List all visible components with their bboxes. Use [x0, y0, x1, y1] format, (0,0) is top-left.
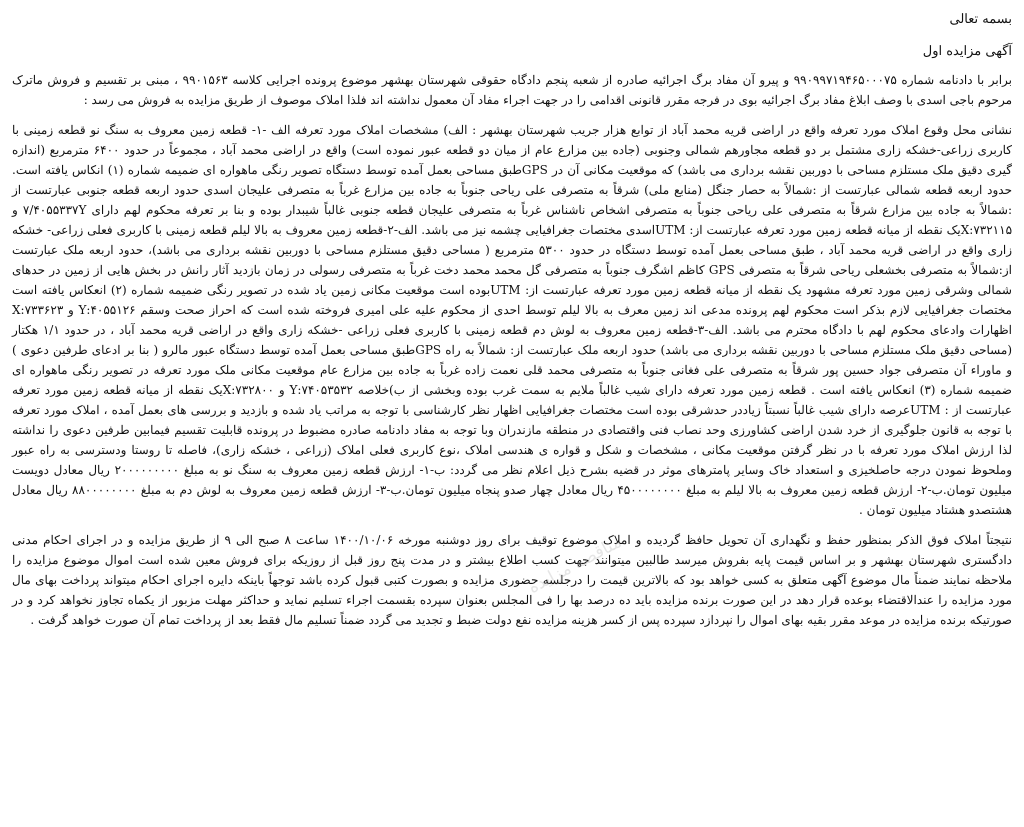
auction-terms-paragraph: نتیجتاً املاک فوق الذکر بمنظور حفظ و نگهداری آن تحویل حافظ گردیده و املاک موضوع توقیف برای روز دوشنبه مورخه ۱۴۰۰/۱۰/۰۶ ساعت ۸ صبح الی ۹ از طریق مزایده و در اجرای احکام مدنی دادگستری شهرستان بهشهر و بر اساس قیمت پایه بفروش میرسد طالبین میتوانند جهت کسب اطلاع بیشتر و در مدت پنج روز قبل از روزیکه برای فروش معین شده است اموال موضوع مزایده را ملاحظه نمایند ضمناً مال موضوع آگهی متعلق به کسی خواهد بود که بالاترین قیمت را درجلسه حضوری مزایده و بصورت کتبی قبول کرده باشد توجهاً باینکه دایره اجرای احکام میتواند پرداخت بهای مال مورد مزایده را عندالاقتضاء بوعده قرار دهد در این صورت برنده مزایده باید ده درصد بها را فی المجلس بعنوان سپرده بقسمت اجراء تسلیم نماید و حداکثر مهلت مزبور از یکماه تجاوز نخواهد کرد و در صورتیکه برنده مزایده در موعد مقرر بقیه بهای اموال را نپردازد سپرده پس از کسر هزینه مزایده نفع دولت ضبط و تجدید می گردد ضمناً تسلیم مال فقط بعد از پرداخت تمام آن صورت خواهد گرفت .	[12, 533, 1012, 627]
property-details-paragraph: نشانی محل وقوع املاک مورد تعرفه واقع در اراضی قریه محمد آباد از توابع هزار جریب شهرستان بهشهر : الف) مشخصات املاک مورد تعرفه الف -۱- قطعه زمین معروف به سنگ نو قطعه زمینی با کاربری زراعی-خشکه زاری مشتمل بر دو قطعه مجاورهم شمالی وجنوبی (جاده بین مزارع عام از میان دو قطعه عبور نموده است) واقع در اراضی محمد آباد ، مجموعاً در حدود ۶۴۰۰ مترمربع (اندازه گیری دقیق ملک مستلزم مساحی با دوربین نقشه برداری می باشد) که موقعیت مکانی آن در GPSطبق مساحی بعمل آمده توسط دستگاه تصویر رنگی ماهواره ای ضمیمه شماره (۱) انکاس یافته است. حدود اربعه قطعه شمالی عبارتست از :شمالاً به حصار جنگل (منابع ملی) شرقاً به متصرفی علی ریاحی جنوباً به جاده بین مزارع غرباً به متصرفی علیجان اسدی حدود اربعه قطعه جنوبی عبارتست از :شمالاً به جاده بین مزارع شرقاً به متصرفی علی ریاحی جنوباً به متصرفی اشخاص ناشناس غرباً به متصرفی علیجان قطعه جنوبی غالباً شیبدار بوده و بنا بر تعرفه محکوم لهم دارای ۷/۴۰۵۵۳۳۷Y و X:۷۳۲۱۱۵یک نقطه از میانه قطعه زمین مورد تعرفه عبارتست از: UTMاسدی مختصات جغرافیایی چشمه نیز می باشد. الف-۲-قطعه زمین معروف به بالا لیلم قطعه زمینی با کاربری فعلی زراعی- خشکه زاری واقع در اراضی قریه محمد آباد ، طبق مساحی بعمل آمده توسط دستگاه در حدود ۵۳۰۰ مترمربع ( مساحی دقیق مستلزم مساحی با دوربین نقشه برداری می باشد)، حدود اربعه ملک عبارتست از:شمالاً به متصرفی بخشعلی ریاحی شرقاً به متصرفی GPS کاظم اشگرف جنوباً به متصرفی گل محمد محمد دخت غرباً به متصرفی رسولی در زمان بازدید آثار رانش در بخش هایی از زمین در حدهای شمالی وشرقی زمین مورد تعرفه مشهود یک نقطه از میانه قطعه زمین مورد تعرفه عبارتست از: UTMبوده است موقعیت مکانی زمین یاد شده در تصویر رنگی ضمیمه شماره (۲) انعکاس یافته است مختصات جغرافیایی لازم بذکر است محکوم لهم پرونده مدعی اند زمین معرف به بالا لیلم توسط احدی از محکوم علیه علی امیری فروخته شده است که احراز صحت وسقم ۴۰۵۵۱۲۶:Y و X:۷۳۳۶۲۳ اظهارات وادعای محکوم لهم با دادگاه محترم می باشد. الف-۳-قطعه زمین معروف به لوش دم قطعه زمینی با کاربری فعلی زراعی -خشکه زاری واقع در اراضی قریه محمد آباد ، در حدود ۱/۱ هکتار (مساحی دقیق ملک مستلزم مساحی با دوربین نقشه برداری می باشد) حدود اربعه ملک عبارتست از: شمالاً به راه GPSطبق مساحی بعمل آمده توسط دستگاه عبور مالرو ( بنا بر ادعای طرفین دعوی ) و ماوراء آن متصرفی جواد حسین پور شرقاً به متصرفی علی فغانی جنوباً به متصرفی محمد قلی نعمت زاده غرباً به جاده بین مزارع عام موقعیت مکانی ملک مورد تعرفه در تصویر رنگی ماهواره ای ضمیمه شماره (۳) انعکاس یافته است . قطعه زمین مورد تعرفه دارای شیب غالباً ملایم به سمت غرب بوده وبخشی از ب)خلاصه ۷۴۰۵۳۵۳۲:Y و X:۷۳۲۸۰۰یک نقطه از میانه قطعه زمین مورد تعرفه عبارتست از : UTMعرصه دارای شیب غالباً نسبتاً زیاددر حدشرقی بوده است مختصات جغرافیایی اظهار نظر کارشناسی با توجه به مراتب یاد شده و بازدید و بررسی های بعمل آمده ، املاک مورد تعرفه با توجه به قانون جلوگیری از خرد شدن اراضی کشاورزی وحد نصاب فنی واقتصادی در منطقه مازندران وبا توجه به مفاد دادنامه صادره مضبوط در پرونده قابلیت تقسیم فیمابین طرفین دعوی را نداشته لذا ارزش املاک مورد تعرفه با در نظر گرفتن موقعیت مکانی ، مشخصات و شکل و قواره ی هندسی املاک ،نوع کاربری فعلی املاک (زراعی ، خشکه زاری)، فاصله تا روستا ودسترسی به راه عبور وملحوظ نمودن درجه حاصلخیزی و استعداد خاک وسایر پامترهای موثر در قضیه بشرح ذیل اعلام نظر می گردد: ب-۱- ارزش قطعه زمین معروف به سنگ نو به مبلغ ۲۰۰۰۰۰۰۰۰۰ ریال معادل دویست میلیون تومان.ب-۲- ارزش قطعه زمین معروف به بالا لیلم به مبلغ ۴۵۰۰۰۰۰۰۰۰ ریال معادل چهار صدو پنجاه میلیون تومان.ب-۳- ارزش قطعه زمین معروف به لوش دم به مبلغ ۸۸۰۰۰۰۰۰۰۰ ریال معادل هشتصدو هشتاد میلیون تومان .	[12, 123, 1013, 517]
intro-paragraph: برابر با دادنامه شماره ۹۹۰۹۹۷۱۹۴۶۵۰۰۰۷۵ و پیرو آن مفاد برگ اجرائیه صادره از شعبه پنجم دادگاه حقوقی شهرستان بهشهر موضوع پرونده اجرایی کلاسه ۹۹۰۱۵۶۳ ، مبنی بر تقسیم و فروش ماترک مرحوم باجی اسدی با وصف ابلاغ مفاد برگ اجرائیه بوی در فرجه مقرر قانونی اقدامی را در جهت اجراء مفاد آن معمول نداشته اند فلذا املاک موصوف از طریق مزایده به فروش می رسد :	[12, 73, 1012, 107]
notice-title: آگهی مزایده اول	[922, 44, 1012, 59]
site-watermark: مناقصه مزایده	[525, 532, 625, 598]
document-heading: بسمه تعالی	[949, 12, 1012, 27]
